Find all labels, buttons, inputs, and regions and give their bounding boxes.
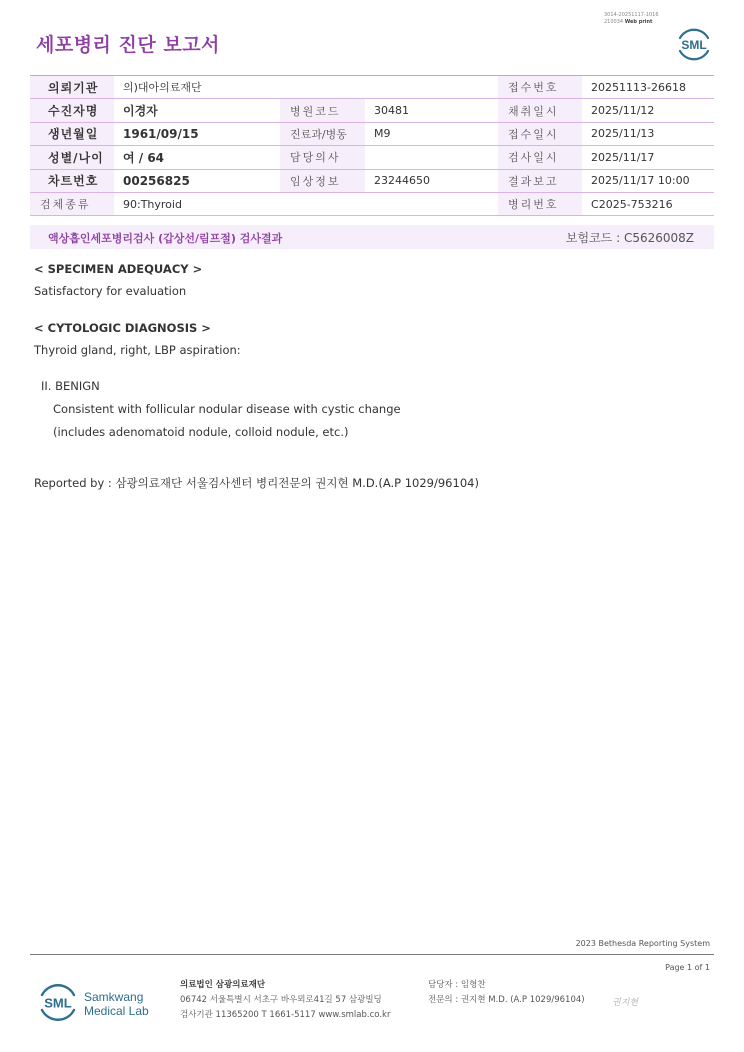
test-result-title: 액상흡인세포병리검사 (갑상선/림프절) 검사결과 [48, 232, 283, 245]
label-chart-number: 차트번호 [30, 169, 114, 192]
print-code-line2: 210034 Web print [604, 19, 653, 25]
web-print-label: Web print [624, 19, 653, 25]
svg-text:SML: SML [681, 38, 707, 52]
value-clinical-info: 23244650 [365, 169, 498, 192]
value-receipt-date: 2025/11/13 [582, 122, 714, 145]
table-row [30, 76, 714, 99]
patient-info-table [30, 75, 714, 216]
table-row [30, 99, 714, 122]
footer-staff-info [428, 978, 585, 1008]
print-code [604, 12, 659, 26]
label-result-report: 결과보고 [498, 169, 582, 192]
label-clinical-info: 임상정보 [280, 169, 365, 192]
diagnosis-detail-line1: Consistent with follicular nodular disease with cystic change [53, 402, 401, 416]
label-receipt-date: 접수일시 [498, 122, 582, 145]
test-result-banner [30, 225, 714, 249]
sml-logo-icon [674, 24, 714, 64]
reported-by: Reported by : 삼광의료재단 서울검사센터 병리전문의 권지현 M.D.(A.P 1029/96104) [34, 476, 479, 490]
physician-signature: 권지현 [612, 998, 639, 1008]
label-specimen-type: 검체종류 [30, 192, 114, 215]
label-test-date: 검사일시 [498, 146, 582, 169]
label-attending-physician: 담당의사 [280, 146, 365, 169]
table-row [30, 146, 714, 169]
print-code-line1: 3014-20251117-1016 [604, 12, 659, 18]
footer-divider [30, 954, 714, 955]
org-contact: 검사기관 11365200 T 1661-5117 www.smlab.co.kr [180, 1010, 391, 1020]
label-pathology-number: 병리번호 [498, 192, 582, 215]
svg-text:SML: SML [44, 995, 72, 1011]
label-hospital-code: 병원코드 [280, 99, 365, 122]
value-receipt-number: 20251113-26618 [582, 76, 714, 99]
org-address: 06742 서울특별시 서초구 바우뫼로41길 57 삼광빌딩 [180, 995, 382, 1005]
specialist-line: 전문의 : 권지현 M.D. (A.P 1029/96104) [428, 995, 585, 1005]
label-patient-name: 수진자명 [30, 99, 114, 122]
specimen-adequacy-text: Satisfactory for evaluation [34, 284, 187, 298]
value-requesting-institution: 의)대아의료재단 [114, 76, 498, 99]
value-sex-age: 여 / 64 [114, 146, 280, 169]
diagnosis-detail-line2: (includes adenomatoid nodule, colloid nodule, etc.) [53, 425, 349, 439]
staff-line: 담당자 : 임형찬 [428, 980, 486, 990]
page-title: 세포병리 진단 보고서 [36, 34, 220, 56]
value-department: M9 [365, 122, 498, 145]
page-number: Page 1 of 1 [665, 963, 710, 972]
footer-brand [84, 990, 149, 1018]
label-collection-date: 채취일시 [498, 99, 582, 122]
value-hospital-code: 30481 [365, 99, 498, 122]
table-row [30, 122, 714, 145]
org-name: 의료법인 삼광의료재단 [180, 980, 266, 990]
sml-footer-logo-icon [36, 980, 80, 1024]
value-chart-number: 00256825 [114, 169, 280, 192]
table-row [30, 192, 714, 215]
value-birth-date: 1961/09/15 [114, 122, 280, 145]
value-test-date: 2025/11/17 [582, 146, 714, 169]
label-sex-age: 성별/나이 [30, 146, 114, 169]
label-birth-date: 생년월일 [30, 122, 114, 145]
value-pathology-number: C2025-753216 [582, 192, 714, 215]
brand-line2: Medical Lab [84, 1004, 149, 1018]
value-result-report: 2025/11/17 10:00 [582, 169, 714, 192]
table-row [30, 169, 714, 192]
label-requesting-institution: 의뢰기관 [30, 76, 114, 99]
insurance-code: 보험코드 : C5626008Z [565, 231, 694, 245]
label-receipt-number: 접수번호 [498, 76, 582, 99]
cytologic-diagnosis-heading: < CYTOLOGIC DIAGNOSIS > [34, 321, 211, 335]
diagnosis-category: II. BENIGN [41, 379, 100, 393]
diagnosis-site: Thyroid gland, right, LBP aspiration: [34, 343, 241, 357]
value-collection-date: 2025/11/12 [582, 99, 714, 122]
label-department: 진료과/병동 [280, 122, 365, 145]
value-attending-physician [365, 146, 498, 169]
footer-org-info [180, 978, 390, 1023]
value-specimen-type: 90:Thyroid [114, 192, 498, 215]
value-patient-name: 이경자 [114, 99, 280, 122]
brand-line1: Samkwang [84, 990, 144, 1004]
reporting-system: 2023 Bethesda Reporting System [575, 939, 710, 948]
specimen-adequacy-heading: < SPECIMEN ADEQUACY > [34, 262, 203, 276]
